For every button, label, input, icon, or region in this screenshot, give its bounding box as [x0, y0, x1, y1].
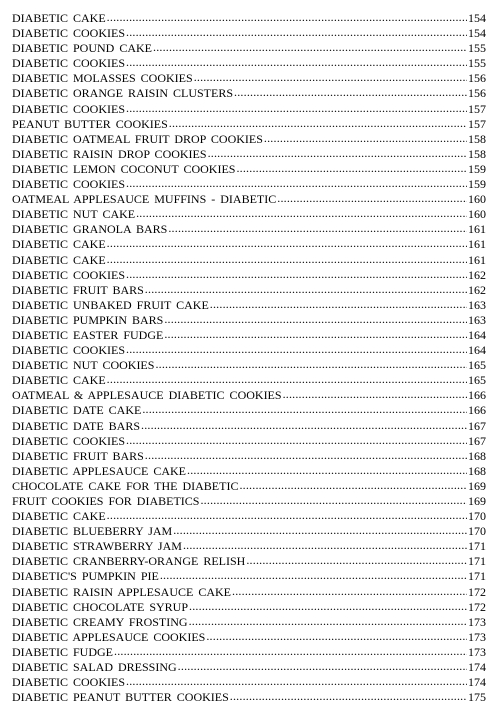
toc-entry-title: DIABETIC LEMON COCONUT COOKIES: [12, 161, 236, 176]
dot-leader: [206, 629, 467, 641]
dot-leader: [168, 221, 467, 233]
toc-entry-page-number: 173: [468, 644, 486, 659]
toc-entry: [12, 357, 486, 372]
toc-entry-page-number: 165: [468, 358, 486, 373]
toc-entry-page-number: 172: [468, 599, 486, 614]
toc-entry-title: DIABETIC COOKIES: [12, 675, 125, 690]
toc-entry: [12, 493, 486, 508]
toc-entry-title: DIABETIC COOKIES: [12, 177, 125, 192]
toc-entry-page-number: 175: [468, 690, 486, 705]
toc-entry-title: DIABETIC NUT COOKIES: [12, 358, 155, 373]
toc-entry-page-number: 172: [468, 584, 486, 599]
toc-entry-page-number: 159: [468, 177, 486, 192]
dot-leader: [178, 659, 467, 671]
toc-entry: [12, 387, 486, 402]
dot-leader: [236, 161, 467, 173]
toc-entry: [12, 553, 486, 568]
toc-entry: [12, 327, 486, 342]
toc-entry-page-number: 161: [468, 252, 486, 267]
toc-entry-page-number: 171: [468, 554, 486, 569]
toc-entry-page-number: 160: [468, 207, 486, 222]
toc-entry-page-number: 167: [468, 433, 486, 448]
toc-entry: [12, 584, 486, 599]
dot-leader: [114, 644, 467, 656]
toc-entry-title: DIABETIC SALAD DRESSING: [12, 660, 177, 675]
toc-entry: [12, 252, 486, 267]
toc-entry-page-number: 165: [468, 373, 486, 388]
toc-entry: [12, 146, 486, 161]
toc-entry-page-number: 168: [468, 448, 486, 463]
toc-entry-title: DIABETIC ORANGE RAISIN CLUSTERS: [12, 86, 234, 101]
toc-entry: [12, 40, 486, 55]
toc-entry-title: DIABETIC EASTER FUDGE: [12, 327, 164, 342]
toc-entry: [12, 55, 486, 70]
toc-entry-page-number: 161: [468, 237, 486, 252]
toc-entry-title: DIABETIC RAISIN APPLESAUCE CAKE: [12, 584, 232, 599]
dot-leader: [189, 599, 467, 611]
dot-leader: [153, 40, 467, 52]
toc-entry: [12, 538, 486, 553]
dot-leader: [126, 342, 467, 354]
toc-entry-title: FRUIT COOKIES FOR DIABETICS: [12, 494, 200, 508]
toc-entry-page-number: 174: [468, 675, 486, 690]
toc-entry-page-number: 158: [468, 131, 486, 146]
dot-leader: [208, 146, 467, 158]
dot-leader: [126, 55, 467, 67]
toc-entry-title: DIABETIC APPLESAUCE CAKE: [12, 463, 187, 478]
toc-entry: [12, 25, 486, 40]
toc-entry: [12, 236, 486, 251]
toc-entry-title: DIABETIC'S PUMPKIN PIE: [12, 569, 159, 584]
toc-entry-title: DIABETIC COOKIES: [12, 26, 125, 41]
toc-entry-page-number: 157: [468, 101, 486, 116]
toc-entry-title: DIABETIC DATE BARS: [12, 418, 141, 433]
toc-entry-title: DIABETIC NUT CAKE: [12, 207, 136, 222]
dot-leader: [246, 553, 467, 565]
toc-entry-page-number: 156: [468, 71, 486, 86]
dot-leader: [126, 176, 467, 188]
toc-entry-title: DIABETIC FRUIT BARS: [12, 448, 144, 463]
toc-entry: [12, 372, 486, 387]
toc-entry-page-number: 169: [468, 478, 486, 493]
dot-leader: [107, 372, 467, 384]
dot-leader: [194, 70, 467, 82]
toc-entry-title: DIABETIC POUND CAKE: [12, 41, 152, 56]
toc-entry-page-number: 164: [468, 343, 486, 358]
toc-entry: [12, 659, 486, 674]
toc-entry-title: DIABETIC CRANBERRY-ORANGE RELISH: [12, 554, 246, 569]
toc-entry: [12, 176, 486, 191]
dot-leader: [107, 10, 467, 22]
toc-entry: [12, 508, 486, 523]
toc-entry-title: OATMEAL APPLESAUCE MUFFINS - DIABETIC: [12, 192, 277, 207]
toc-entry: [12, 674, 486, 689]
toc-entry-title: DIABETIC CAKE: [12, 237, 106, 252]
toc-entry-page-number: 161: [468, 222, 486, 237]
dot-leader: [160, 568, 467, 580]
dot-leader: [126, 267, 467, 279]
toc-entry-title: DIABETIC CAKE: [12, 11, 106, 25]
dot-leader: [277, 191, 467, 203]
toc-entry-page-number: 170: [468, 524, 486, 539]
toc-entry-page-number: 167: [468, 418, 486, 433]
toc-entry-title: DIABETIC APPLESAUCE COOKIES: [12, 629, 206, 644]
toc-entry-page-number: 157: [468, 116, 486, 131]
toc-entry: [12, 523, 486, 538]
toc-entry: [12, 116, 486, 131]
dot-leader: [189, 614, 467, 626]
toc-entry: [12, 312, 486, 327]
toc-entry-page-number: 158: [468, 146, 486, 161]
toc-entry-title: DIABETIC CHOCOLATE SYRUP: [12, 599, 189, 614]
toc-entry: [12, 433, 486, 448]
table-of-contents: [12, 10, 486, 704]
toc-entry-title: DIABETIC CAKE: [12, 252, 106, 267]
dot-leader: [107, 252, 467, 264]
toc-entry-title: DIABETIC UNBAKED FRUIT CAKE: [12, 297, 209, 312]
toc-entry-page-number: 173: [468, 629, 486, 644]
dot-leader: [145, 282, 467, 294]
toc-entry-title: PEANUT BUTTER COOKIES: [12, 116, 168, 131]
dot-leader: [230, 689, 467, 701]
toc-entry-page-number: 174: [468, 660, 486, 675]
toc-entry-page-number: 166: [468, 388, 486, 403]
dot-leader: [126, 433, 467, 445]
toc-entry: [12, 297, 486, 312]
toc-entry: [12, 221, 486, 236]
toc-entry: [12, 402, 486, 417]
toc-entry-title: CHOCOLATE CAKE FOR THE DIABETIC: [12, 478, 239, 493]
dot-leader: [141, 418, 467, 430]
dot-leader: [232, 584, 467, 596]
toc-entry-title: DIABETIC CAKE: [12, 373, 106, 388]
toc-entry: [12, 614, 486, 629]
toc-entry-title: OATMEAL & APPLESAUCE DIABETIC COOKIES: [12, 388, 282, 403]
toc-entry-page-number: 159: [468, 161, 486, 176]
dot-leader: [173, 523, 467, 535]
toc-entry-page-number: 168: [468, 463, 486, 478]
dot-leader: [264, 131, 467, 143]
toc-entry: [12, 599, 486, 614]
toc-entry-page-number: 155: [468, 41, 486, 56]
toc-entry-title: DIABETIC BLUEBERRY JAM: [12, 524, 173, 539]
toc-entry-title: DIABETIC STRAWBERRY JAM: [12, 539, 182, 554]
dot-leader: [164, 327, 467, 339]
toc-entry: [12, 85, 486, 100]
dot-leader: [183, 538, 467, 550]
toc-entry-page-number: 162: [468, 282, 486, 297]
toc-entry: [12, 689, 486, 704]
toc-entry-page-number: 171: [468, 569, 486, 584]
dot-leader: [200, 493, 467, 505]
toc-entry: [12, 191, 486, 206]
dot-leader: [283, 387, 467, 399]
dot-leader: [155, 357, 467, 369]
toc-entry-title: DIABETIC FRUIT BARS: [12, 282, 144, 297]
toc-entry: [12, 282, 486, 297]
dot-leader: [187, 463, 467, 475]
toc-entry-title: DIABETIC PUMPKIN BARS: [12, 312, 164, 327]
toc-entry-title: DIABETIC COOKIES: [12, 343, 125, 358]
toc-entry-title: DIABETIC COOKIES: [12, 433, 125, 448]
toc-entry: [12, 10, 486, 25]
dot-leader: [169, 116, 467, 128]
toc-entry-title: DIABETIC PEANUT BUTTER COOKIES: [12, 690, 229, 705]
toc-entry-page-number: 166: [468, 403, 486, 418]
toc-entry-page-number: 164: [468, 327, 486, 342]
toc-entry: [12, 644, 486, 659]
toc-entry: [12, 70, 486, 85]
dot-leader: [239, 478, 467, 490]
toc-entry: [12, 267, 486, 282]
toc-entry-page-number: 160: [468, 192, 486, 207]
toc-entry: [12, 418, 486, 433]
toc-entry-page-number: 156: [468, 86, 486, 101]
toc-entry-title: DIABETIC COOKIES: [12, 56, 125, 71]
toc-entry-title: DIABETIC CREAMY FROSTING: [12, 614, 188, 629]
toc-entry: [12, 206, 486, 221]
dot-leader: [136, 206, 467, 218]
toc-entry: [12, 478, 486, 493]
toc-entry-title: DIABETIC COOKIES: [12, 101, 125, 116]
dot-leader: [164, 312, 467, 324]
toc-entry: [12, 161, 486, 176]
dot-leader: [126, 25, 467, 37]
toc-entry-page-number: 163: [468, 297, 486, 312]
dot-leader: [145, 448, 467, 460]
toc-entry-page-number: 170: [468, 509, 486, 524]
toc-entry: [12, 629, 486, 644]
toc-entry-page-number: 154: [468, 11, 486, 25]
dot-leader: [142, 402, 467, 414]
toc-entry-page-number: 155: [468, 56, 486, 71]
toc-entry-title: DIABETIC FUDGE: [12, 644, 113, 659]
toc-entry: [12, 568, 486, 583]
dot-leader: [210, 297, 467, 309]
toc-entry-page-number: 163: [468, 312, 486, 327]
toc-entry-page-number: 162: [468, 267, 486, 282]
toc-entry-page-number: 171: [468, 539, 486, 554]
toc-entry-title: DIABETIC COOKIES: [12, 267, 125, 282]
toc-entry-title: DIABETIC DATE CAKE: [12, 403, 142, 418]
toc-entry: [12, 342, 486, 357]
toc-entry-title: DIABETIC OATMEAL FRUIT DROP COOKIES: [12, 131, 263, 146]
toc-entry-page-number: 169: [468, 494, 486, 508]
dot-leader: [107, 236, 467, 248]
dot-leader: [126, 101, 467, 113]
toc-entry-page-number: 173: [468, 614, 486, 629]
toc-entry: [12, 463, 486, 478]
toc-entry: [12, 448, 486, 463]
toc-entry-page-number: 154: [468, 26, 486, 41]
toc-entry-title: DIABETIC CAKE: [12, 509, 106, 524]
toc-entry-title: DIABETIC RAISIN DROP COOKIES: [12, 146, 207, 161]
toc-entry-title: DIABETIC GRANOLA BARS: [12, 222, 168, 237]
toc-entry: [12, 131, 486, 146]
toc-entry: [12, 101, 486, 116]
toc-entry-title: DIABETIC MOLASSES COOKIES: [12, 71, 193, 86]
dot-leader: [126, 674, 467, 686]
dot-leader: [234, 85, 467, 97]
dot-leader: [107, 508, 467, 520]
